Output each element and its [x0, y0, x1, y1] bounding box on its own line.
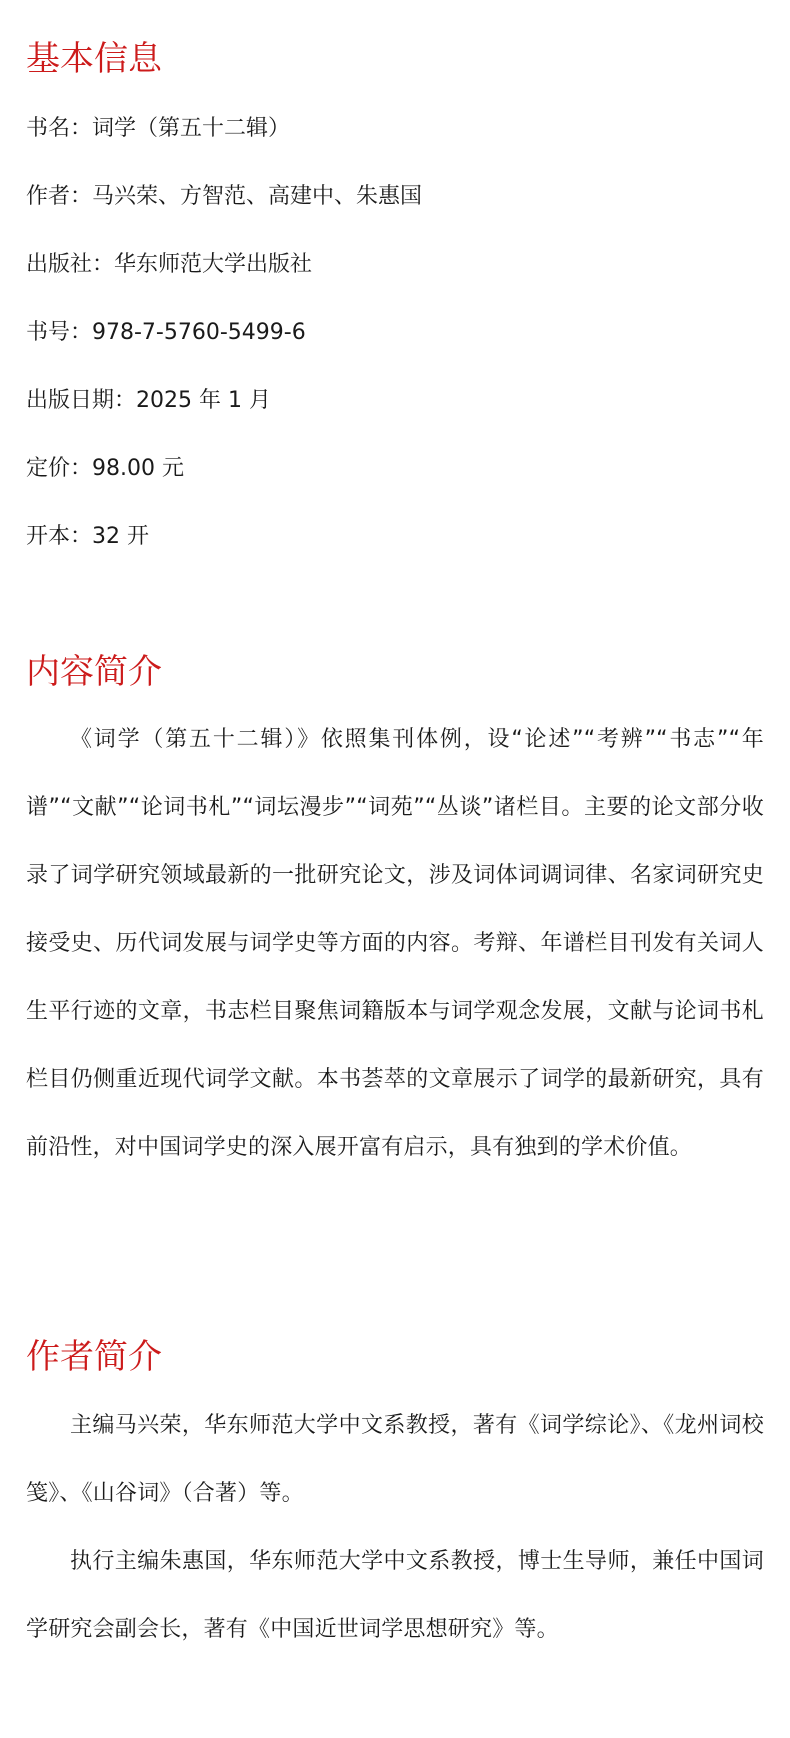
info-author: 作者：马兴荣、方智范、高建中、朱惠国	[26, 184, 423, 209]
info-isbn: 书号：978-7-5760-5499-6	[26, 320, 306, 345]
info-publisher: 出版社：华东师范大学出版社	[26, 252, 313, 277]
basic-info-heading: 基本信息	[26, 39, 162, 79]
info-format: 开本：32 开	[26, 524, 149, 549]
summary-paragraph: 《词学（第五十二辑）》依照集刊体例，设“论述”“考辨”“书志”“年谱”“文献”“论词书札”“词坛漫步”“词苑”“丛谈”诸栏目。主要的论文部分收录了词学研究领域最新的一批研究论文，涉及词体词调词律、名家词研究史接受史、历代词发展与词学史等方面的内容。考辩、年谱栏目刊发有关词人生平行迹的文章，书志栏目聚焦词籍版本与词学观念发展，文献与论词书札栏目仍侧重近现代词学文献。本书荟萃的文章展示了词学的最新研究，具有前沿性，对中国词学史的深入展开富有启示，具有独到的学术价值。	[26, 727, 764, 1160]
info-publish-date: 出版日期：2025 年 1 月	[26, 388, 271, 413]
author-paragraph-executive-editor: 执行主编朱惠国，华东师范大学中文系教授，博士生导师，兼任中国词学研究会副会长，著有《中国近世词学思想研究》等。	[26, 1549, 764, 1642]
author-paragraph-editor: 主编马兴荣，华东师范大学中文系教授，著有《词学综论》、《龙州词校笺》、《山谷词》（合著）等。	[26, 1413, 764, 1506]
info-price: 定价：98.00 元	[26, 456, 184, 481]
summary-heading: 内容简介	[26, 652, 162, 692]
info-title: 书名：词学（第五十二辑）	[26, 116, 291, 141]
authors-heading: 作者简介	[26, 1337, 162, 1377]
